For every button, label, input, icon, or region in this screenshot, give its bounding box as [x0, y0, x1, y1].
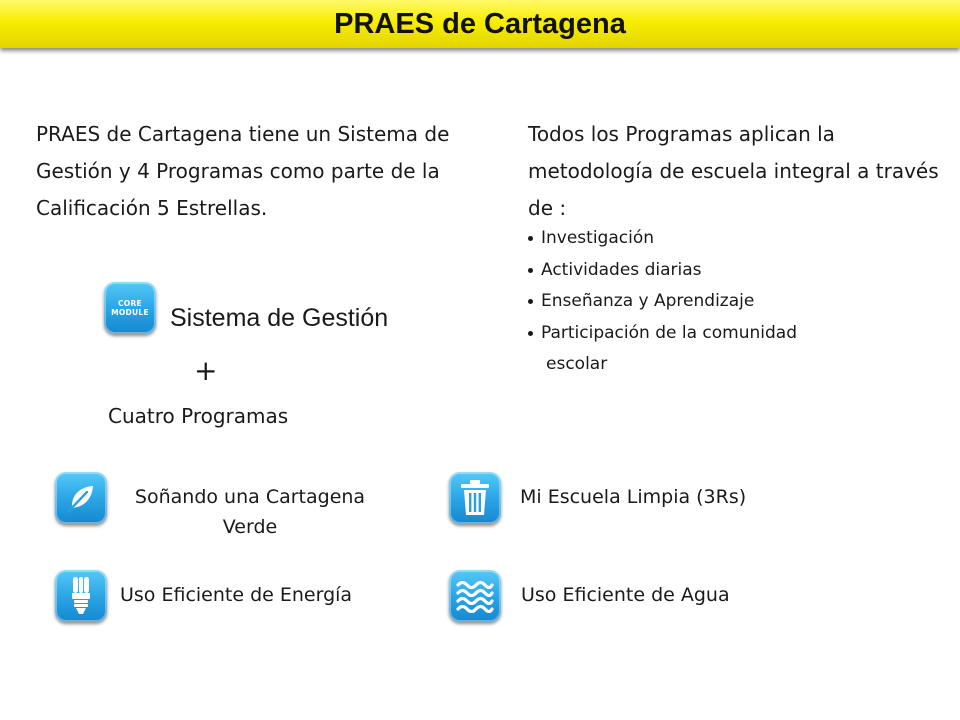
trash-bin-icon [449, 472, 501, 524]
page-title: PRAES de Cartagena [334, 8, 626, 40]
list-item: Participación de la comunidad escolar [528, 318, 797, 380]
program-label-green: Soñando una Cartagena Verde [134, 486, 366, 538]
program-label-clean-school: Mi Escuela Limpia (3Rs) [520, 486, 747, 508]
list-item: Investigación [528, 223, 797, 255]
list-item-continuation: escolar [546, 354, 608, 374]
intro-text-right: Todos los Programas aplican la metodología de escuela integral a través de : [528, 122, 939, 220]
intro-text-left: PRAES de Cartagena tiene un Sistema de Gestión y 4 Programas como parte de la Calificación 5 Estrellas. [36, 122, 450, 220]
list-item: Actividades diarias [528, 255, 797, 287]
methods-list [528, 223, 797, 379]
management-system-label: Sistema de Gestión [170, 304, 389, 332]
program-label-water: Uso Eficiente de Agua [521, 584, 730, 606]
title-bar [0, 0, 960, 48]
plus-sign: + [194, 354, 218, 387]
program-label-energy: Uso Eficiente de Energía [120, 584, 353, 606]
list-item: Enseñanza y Aprendizaje [528, 286, 797, 318]
four-programs-heading: Cuatro Programas [108, 404, 289, 428]
water-waves-icon [449, 570, 501, 622]
core-module-icon: CORE MODULE [104, 282, 156, 334]
light-bulb-icon [55, 570, 107, 622]
